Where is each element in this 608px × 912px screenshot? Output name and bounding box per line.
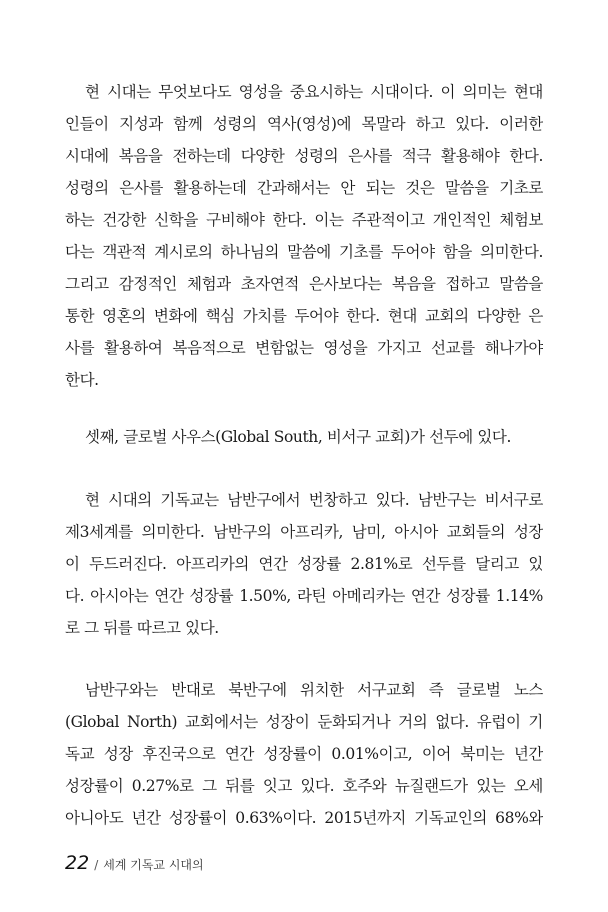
paragraph-line: 한다.	[65, 371, 99, 389]
paragraph-line: 현 시대의 기독교는 남반구에서 번창하고 있다. 남반구는 비서구로	[85, 491, 543, 509]
paragraph-line: 독교 성장 후진국으로 연간 성장률이 0.01%이고, 이어 북미는 년간	[65, 745, 543, 763]
footer-separator: /	[94, 858, 99, 872]
paragraph-line: 남반구와는 반대로 북반구에 위치한 서구교회 즉 글로벌 노스	[85, 681, 543, 699]
running-title: 세계 기독교 시대의	[103, 858, 204, 872]
paragraph-1	[65, 76, 543, 396]
paragraph-line: 하는 건강한 신학을 구비해야 한다. 이는 주관적이고 개인적인 체험보	[65, 211, 543, 229]
paragraph-line: 이 두드러진다. 아프리카의 연간 성장률 2.81%로 선두를 달리고 있	[65, 555, 543, 573]
paragraph-line: 성장률이 0.27%로 그 뒤를 잇고 있다. 호주와 뉴질랜드가 있는 오세	[65, 777, 543, 795]
heading-text: 셋째, 글로벌 사우스(Global South, 비서구 교회)가 선두에 있다.	[85, 428, 511, 446]
page-footer	[65, 852, 204, 874]
paragraph-line: (Global North) 교회에서는 성장이 둔화되거나 거의 없다. 유럽이 기	[65, 713, 543, 731]
paragraph-line: 통한 영혼의 변화에 핵심 가치를 두어야 한다. 현대 교회의 다양한 은	[65, 307, 543, 325]
paragraph-line: 다는 객관적 계시로의 하나님의 말씀에 기초를 두어야 함을 의미한다.	[65, 243, 543, 261]
page-number: 22	[65, 852, 90, 874]
paragraph-line: 현 시대는 무엇보다도 영성을 중요시하는 시대이다. 이 의미는 현대	[85, 83, 543, 101]
paragraph-line: 인들이 지성과 함께 성령의 역사(영성)에 목말라 하고 있다. 이러한	[65, 115, 543, 133]
paragraph-2	[65, 484, 543, 644]
paragraph-3	[65, 674, 543, 834]
paragraph-line: 제3세계를 의미한다. 남반구의 아프리카, 남미, 아시아 교회들의 성장	[65, 523, 543, 541]
paragraph-line: 다. 아시아는 연간 성장률 1.50%, 라틴 아메리카는 연간 성장률 1.14%	[65, 587, 543, 605]
paragraph-line: 시대에 복음을 전하는데 다양한 성령의 은사를 적극 활용해야 한다.	[65, 147, 543, 165]
paragraph-line: 그리고 감정적인 체험과 초자연적 은사보다는 복음을 접하고 말씀을	[65, 275, 543, 293]
paragraph-line: 사를 활용하여 복음적으로 변함없는 영성을 가지고 선교를 해나가야	[65, 339, 543, 357]
paragraph-line: 성령의 은사를 활용하는데 간과해서는 안 되는 것은 말씀을 기초로	[65, 179, 543, 197]
paragraph-line: 로 그 뒤를 따르고 있다.	[65, 619, 219, 637]
paragraph-line: 아니아도 년간 성장률이 0.63%이다. 2015년까지 기독교인의 68%와	[65, 809, 543, 827]
section-heading	[65, 421, 543, 453]
